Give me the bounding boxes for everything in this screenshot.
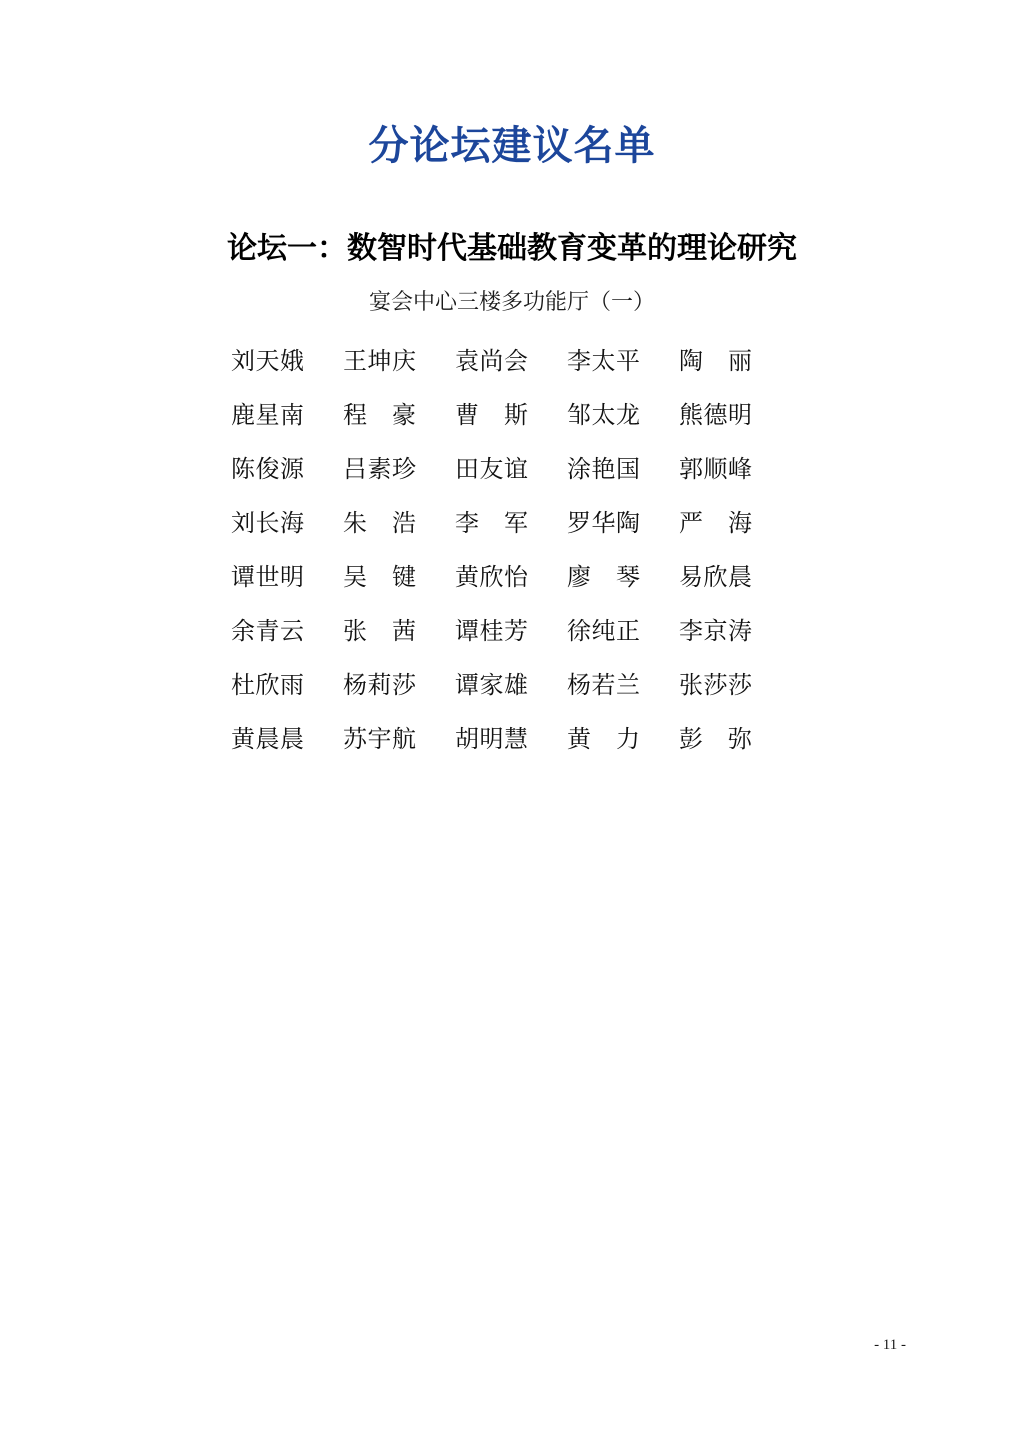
attendee-name: 曹 斯 [455, 403, 528, 429]
attendee-name: 田友谊 [455, 457, 528, 483]
name-row [231, 728, 752, 753]
attendee-name: 廖 琴 [567, 565, 640, 591]
attendee-name: 吴 键 [343, 565, 416, 591]
attendee-name: 李京涛 [679, 619, 752, 645]
attendee-name: 鹿星南 [231, 403, 304, 429]
attendee-name: 朱 浩 [343, 511, 416, 537]
forum-heading: 论坛一：数智时代基础教育变革的理论研究 [227, 232, 797, 265]
attendee-names-grid [231, 350, 752, 753]
attendee-name: 黄 力 [567, 727, 640, 753]
attendee-name: 袁尚会 [455, 349, 528, 375]
attendee-name: 余青云 [231, 619, 304, 645]
attendee-name: 谭桂芳 [455, 619, 528, 645]
name-row [231, 674, 752, 699]
name-row [231, 512, 752, 537]
name-row [231, 566, 752, 591]
attendee-name: 彭 弥 [679, 727, 752, 753]
attendee-name: 严 海 [679, 511, 752, 537]
attendee-name: 王坤庆 [343, 349, 416, 375]
attendee-name: 黄晨晨 [231, 727, 304, 753]
forum-venue: 宴会中心三楼多功能厅（一） [368, 289, 655, 314]
attendee-name: 李太平 [567, 349, 640, 375]
attendee-name: 苏宇航 [343, 727, 416, 753]
attendee-name: 郭顺峰 [679, 457, 752, 483]
attendee-name: 谭世明 [231, 565, 304, 591]
page-number: - 11 - [874, 1337, 906, 1353]
name-row [231, 350, 752, 375]
attendee-name: 杨若兰 [567, 673, 640, 699]
attendee-name: 易欣晨 [679, 565, 752, 591]
name-row [231, 458, 752, 483]
attendee-name: 杜欣雨 [231, 673, 304, 699]
attendee-name: 刘长海 [231, 511, 304, 537]
attendee-name: 徐纯正 [567, 619, 640, 645]
attendee-name: 程 豪 [343, 403, 416, 429]
attendee-name: 邹太龙 [567, 403, 640, 429]
attendee-name: 黄欣怡 [455, 565, 528, 591]
attendee-name: 胡明慧 [455, 727, 528, 753]
attendee-name: 熊德明 [679, 403, 752, 429]
attendee-name: 陶 丽 [679, 349, 752, 375]
attendee-name: 陈俊源 [231, 457, 304, 483]
name-row [231, 404, 752, 429]
attendee-name: 李 军 [455, 511, 528, 537]
page-title: 分论坛建议名单 [368, 124, 656, 168]
attendee-name: 张 茜 [343, 619, 416, 645]
attendee-name: 刘天娥 [231, 349, 304, 375]
name-row [231, 620, 752, 645]
attendee-name: 杨莉莎 [343, 673, 416, 699]
attendee-name: 谭家雄 [455, 673, 528, 699]
attendee-name: 吕素珍 [343, 457, 416, 483]
attendee-name: 涂艳国 [567, 457, 640, 483]
attendee-name: 罗华陶 [567, 511, 640, 537]
attendee-name: 张莎莎 [679, 673, 752, 699]
